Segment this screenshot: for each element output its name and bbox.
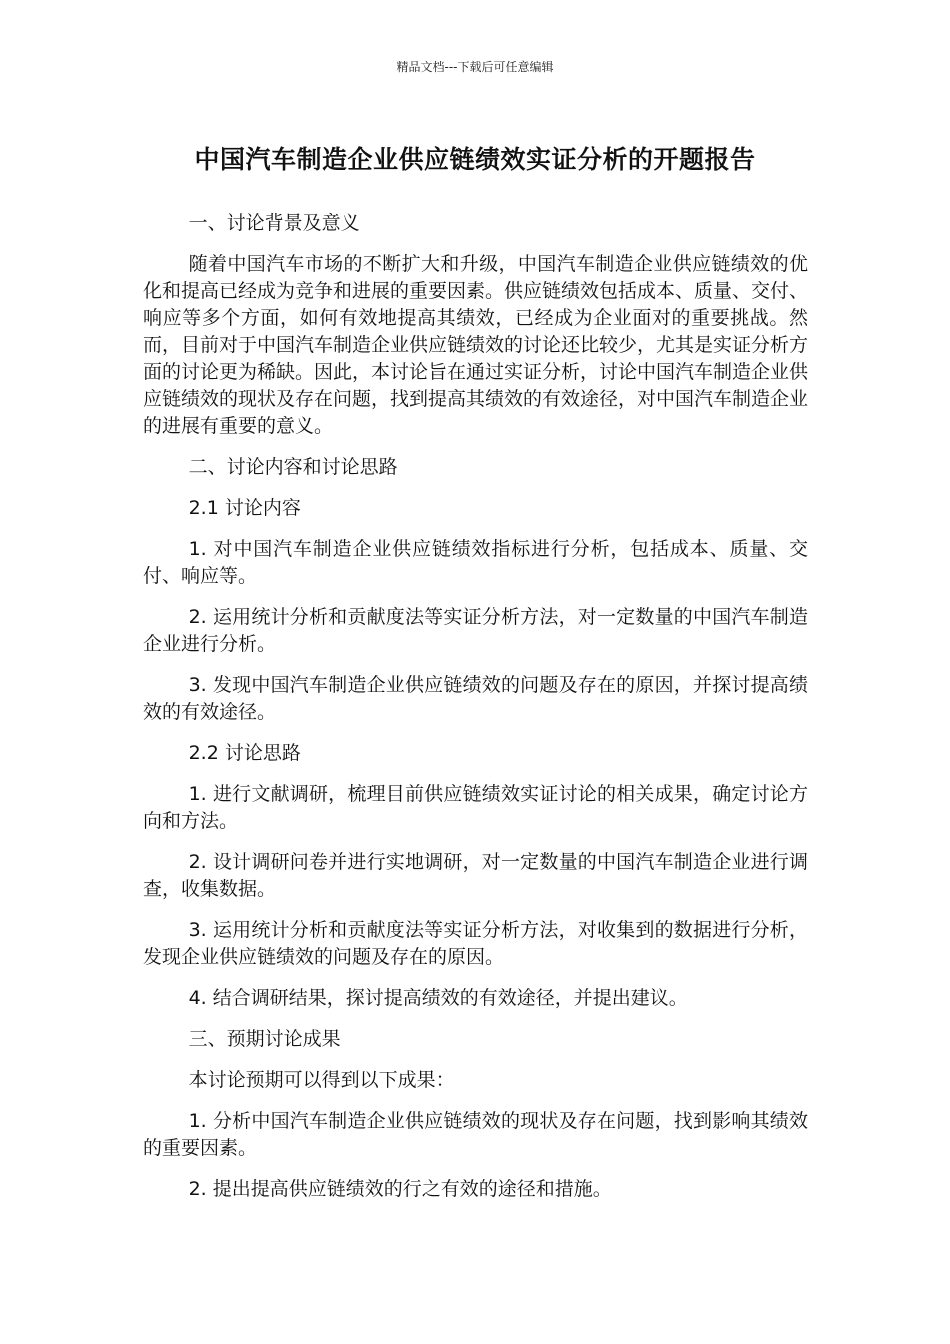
subsection-heading-approach: 2.2 讨论思路	[188, 742, 301, 764]
list-item-outcome-1: 1. 分析中国汽车制造企业供应链绩效的现状及存在问题，找到影响其绩效的重要因素。	[143, 1110, 808, 1159]
list-item-approach-2: 2. 设计调研问卷并进行实地调研，对一定数量的中国汽车制造企业进行调查，收集数据。	[143, 851, 808, 900]
section-heading-outcomes: 三、预期讨论成果	[188, 1028, 341, 1050]
paragraph-background: 随着中国汽车市场的不断扩大和升级，中国汽车制造企业供应链绩效的优化和提高已经成为竞争和进展的重要因素。供应链绩效包括成本、质量、交付、响应等多个方面，如何有效地提高其绩效，已经成为企业面对的重要挑战。然而，目前对于中国汽车制造企业供应链绩效的讨论还比较少，尤其是实证分析方面的讨论更为稀缺。因此，本讨论旨在通过实证分析，讨论中国汽车制造企业供应链绩效的现状及存在问题，找到提高其绩效的有效途径，对中国汽车制造企业的进展有重要的意义。	[143, 253, 809, 437]
list-item-approach-4: 4. 结合调研结果，探讨提高绩效的有效途径，并提出建议。	[188, 987, 688, 1009]
header-note: 精品文档---下载后可任意编辑	[396, 60, 554, 74]
section-heading-background: 一、讨论背景及意义	[188, 212, 360, 234]
section-heading-content: 二、讨论内容和讨论思路	[188, 456, 398, 478]
paragraph-outcomes-intro: 本讨论预期可以得到以下成果：	[188, 1069, 455, 1091]
list-item-content-1: 1. 对中国汽车制造企业供应链绩效指标进行分析，包括成本、质量、交付、响应等。	[143, 538, 808, 587]
list-item-outcome-2: 2. 提出提高供应链绩效的行之有效的途径和措施。	[188, 1178, 612, 1200]
document-title: 中国汽车制造企业供应链绩效实证分析的开题报告	[194, 145, 756, 174]
list-item-approach-3: 3. 运用统计分析和贡献度法等实证分析方法，对收集到的数据进行分析，发现企业供应链绩效的问题及存在的原因。	[143, 919, 808, 968]
list-item-content-3: 3. 发现中国汽车制造企业供应链绩效的问题及存在的原因，并探讨提高绩效的有效途径。	[143, 674, 808, 723]
list-item-content-2: 2. 运用统计分析和贡献度法等实证分析方法，对一定数量的中国汽车制造企业进行分析。	[143, 606, 808, 655]
document-body	[143, 210, 808, 1217]
list-item-approach-1: 1. 进行文献调研，梳理目前供应链绩效实证讨论的相关成果，确定讨论方向和方法。	[143, 783, 808, 832]
subsection-heading-content: 2.1 讨论内容	[188, 497, 301, 519]
